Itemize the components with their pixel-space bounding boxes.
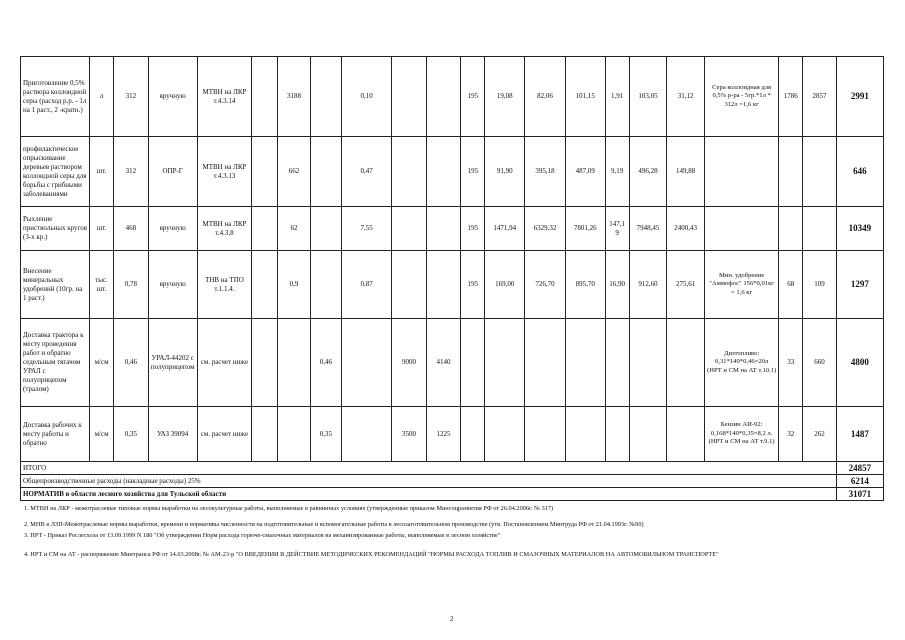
col-17-cell: 912,60 [629, 251, 667, 319]
col-18-cell: 149,88 [667, 137, 705, 207]
col-8-cell [310, 137, 341, 207]
normative-label: НОРМАТИВ в области лесного хозяйства для Тульской области [21, 488, 837, 501]
col-8-cell [310, 207, 341, 251]
col-14-cell: 726,70 [525, 251, 566, 319]
col-11-cell [426, 251, 461, 319]
total-cell: 1297 [836, 251, 883, 319]
col-20-cell [779, 137, 803, 207]
col-8-cell: 0,46 [310, 319, 341, 407]
note-cell [705, 207, 779, 251]
col-14-cell [525, 407, 566, 462]
col-13-cell [485, 319, 525, 407]
col-6-cell [252, 251, 278, 319]
norm-cell: см. расчет ниже [197, 407, 251, 462]
overhead-label: Общепроизводственные расходы (накладные расходы) 25% [21, 475, 837, 488]
col-16-cell: 9,19 [605, 137, 629, 207]
col-15-cell: 7801,26 [565, 207, 605, 251]
name-cell: Доставка рабочих к месту работы и обратно [21, 407, 90, 462]
col-14-cell: 82,06 [525, 57, 566, 137]
col-11-cell [426, 57, 461, 137]
col-13-cell [485, 407, 525, 462]
norm-cell: МТВН на ЛКР т.4.3.13 [197, 137, 251, 207]
col-9-cell [342, 319, 392, 407]
col-6-cell [252, 319, 278, 407]
summary-row-normative [21, 488, 884, 501]
note-cell: Бензин АИ-92: 0,168*140*0,35=8,2 л. (НРТ и СМ на АТ т.9.1) [705, 407, 779, 462]
col-21-cell: 660 [803, 319, 836, 407]
unit-cell: м/см [90, 407, 114, 462]
volume-cell: 312 [114, 57, 149, 137]
col-12-cell: 195 [461, 57, 485, 137]
unit-cell: шт. [90, 137, 114, 207]
method-cell: УРАЛ-44202 с полуприцепом [148, 319, 197, 407]
method-cell: вручную [148, 207, 197, 251]
col-12-cell [461, 407, 485, 462]
name-cell: Приготовление 0,5% раствора коллоидной серы (расход р.р. - 1л на 1 раст., 2 -кратн.) [21, 57, 90, 137]
summary-row-itogo [21, 462, 884, 475]
col-8-cell: 0,35 [310, 407, 341, 462]
col-7-cell [278, 407, 310, 462]
col-18-cell: 2400,43 [667, 207, 705, 251]
col-13-cell: 19,08 [485, 57, 525, 137]
col-14-cell [525, 319, 566, 407]
col-12-cell: 195 [461, 251, 485, 319]
volume-cell: 0,78 [114, 251, 149, 319]
table-row [21, 319, 884, 407]
unit-cell: тыс. шт. [90, 251, 114, 319]
unit-cell: л [90, 57, 114, 137]
col-15-cell: 101,15 [565, 57, 605, 137]
itogo-label: ИТОГО [21, 462, 837, 475]
col-21-cell [803, 207, 836, 251]
total-cell: 646 [836, 137, 883, 207]
col-16-cell: 16,90 [605, 251, 629, 319]
unit-cell: м/см [90, 319, 114, 407]
col-20-cell: 33 [779, 319, 803, 407]
col-11-cell: 4140 [426, 319, 461, 407]
col-13-cell: 169,00 [485, 251, 525, 319]
norm-cell: см. расчет ниже [197, 319, 251, 407]
col-7-cell: 3188 [278, 57, 310, 137]
col-9-cell: 0,10 [342, 57, 392, 137]
col-7-cell: 0,9 [278, 251, 310, 319]
col-9-cell: 0,47 [342, 137, 392, 207]
col-9-cell: 7,55 [342, 207, 392, 251]
col-6-cell [252, 407, 278, 462]
volume-cell: 468 [114, 207, 149, 251]
col-14-cell: 6329,32 [525, 207, 566, 251]
summary-row-overhead [21, 475, 884, 488]
col-20-cell: 1786 [779, 57, 803, 137]
col-12-cell [461, 319, 485, 407]
name-cell: Рыхление приствольных кругов (3-х кр.) [21, 207, 90, 251]
overhead-value: 6214 [836, 475, 883, 488]
col-8-cell [310, 251, 341, 319]
col-16-cell [605, 319, 629, 407]
volume-cell: 0,46 [114, 319, 149, 407]
footnote-3: 3. НРТ - Приказ Рослесхоза от 13.09.1999 N 180 "Об утверждении Норм расхода горюче-смазочных материалов на механизированные работы, выполняемые в лесном хозяйстве" [24, 532, 501, 539]
col-7-cell: 62 [278, 207, 310, 251]
col-18-cell: 31,12 [667, 57, 705, 137]
col-16-cell: 1,91 [605, 57, 629, 137]
col-17-cell [629, 319, 667, 407]
col-14-cell: 395,18 [525, 137, 566, 207]
col-7-cell: 662 [278, 137, 310, 207]
table-row [21, 57, 884, 137]
name-cell: Доставка трактора к месту проведения работ и обратно седельным тягачом УРАЛ с полуприцепом (тралом) [21, 319, 90, 407]
col-21-cell: 262 [803, 407, 836, 462]
page-number: 2 [450, 615, 454, 623]
col-17-cell [629, 407, 667, 462]
table-row [21, 407, 884, 462]
table-row [21, 207, 884, 251]
col-10-cell: 9000 [392, 319, 427, 407]
col-12-cell: 195 [461, 207, 485, 251]
col-13-cell: 1471,94 [485, 207, 525, 251]
col-6-cell [252, 207, 278, 251]
col-20-cell: 32 [779, 407, 803, 462]
table-row [21, 137, 884, 207]
table-row [21, 251, 884, 319]
col-17-cell: 496,28 [629, 137, 667, 207]
col-13-cell: 91,90 [485, 137, 525, 207]
col-17-cell: 103,05 [629, 57, 667, 137]
note-cell: Дизтопливо: 0,31*140*0,46=20л (НРТ и СМ на АТ т.10.1) [705, 319, 779, 407]
total-cell: 10349 [836, 207, 883, 251]
unit-cell: шт. [90, 207, 114, 251]
col-6-cell [252, 57, 278, 137]
col-18-cell [667, 319, 705, 407]
col-17-cell: 7948,45 [629, 207, 667, 251]
cost-table [20, 56, 884, 501]
col-20-cell: 68 [779, 251, 803, 319]
name-cell: профилактическое опрыскивание деревьев раствором коллоидной серы для борьбы с грибными заболеваниями [21, 137, 90, 207]
col-6-cell [252, 137, 278, 207]
total-cell: 1487 [836, 407, 883, 462]
total-cell: 2991 [836, 57, 883, 137]
col-21-cell [803, 137, 836, 207]
col-10-cell [392, 57, 427, 137]
norm-cell: МТВН на ЛКР т.4.3.14 [197, 57, 251, 137]
total-cell: 4800 [836, 319, 883, 407]
footnote-4: 4. НРТ и СМ на АТ - распоряжение Минтранса РФ от 14.03.2008г. № АМ-23-р "О ВВЕДЕНИИ В ДЕЙСТВИЕ МЕТОДИЧЕСКИХ РЕКОМЕНДАЦИЙ "НОРМЫ РАСХОДА ТОПЛИВ И СМАЗОЧНЫХ МАТЕРИАЛОВ НА АВТОМОБИЛЬНОМ ТРАНСПОРТЕ" [24, 551, 719, 558]
method-cell: УАЗ 39094 [148, 407, 197, 462]
col-9-cell: 0,87 [342, 251, 392, 319]
col-21-cell: 2857 [803, 57, 836, 137]
col-15-cell [565, 319, 605, 407]
note-cell [705, 137, 779, 207]
col-20-cell [779, 207, 803, 251]
method-cell: вручную [148, 57, 197, 137]
normative-value: 31071 [836, 488, 883, 501]
col-11-cell: 1225 [426, 407, 461, 462]
col-15-cell: 487,09 [565, 137, 605, 207]
col-15-cell [565, 407, 605, 462]
col-11-cell [426, 207, 461, 251]
col-12-cell: 195 [461, 137, 485, 207]
col-8-cell [310, 57, 341, 137]
col-16-cell [605, 407, 629, 462]
col-7-cell [278, 319, 310, 407]
col-11-cell [426, 137, 461, 207]
name-cell: Внесение минеральных удобрений (10гр. на 1 раст.) [21, 251, 90, 319]
col-21-cell: 109 [803, 251, 836, 319]
footnote-2: 2. МНВ в ЛЗП-Межотраслевые нормы выработки, времени и нормативы численности на подготовительные и вспомогательные работы в лесозаготовительном производстве (утв. Постановлением Минтруда РФ от 21.04.1993г. №90) [24, 521, 644, 528]
col-10-cell [392, 207, 427, 251]
note-cell: Мин. удобрение "Аммофос" 156*0,01кг = 1,6 кг [705, 251, 779, 319]
col-18-cell [667, 407, 705, 462]
method-cell: ОПР-Г [148, 137, 197, 207]
col-10-cell [392, 137, 427, 207]
col-10-cell [392, 251, 427, 319]
method-cell: вручную [148, 251, 197, 319]
col-15-cell: 895,70 [565, 251, 605, 319]
col-9-cell [342, 407, 392, 462]
norm-cell: МТВН на ЛКР т.4.3.8 [197, 207, 251, 251]
norm-cell: ТНВ на ТПО т.1.1.4. [197, 251, 251, 319]
note-cell: Сера коллоидная для 0,5% р-ра - 5гр.*1л * 312л =1,6 кг [705, 57, 779, 137]
col-18-cell: 275,61 [667, 251, 705, 319]
col-10-cell: 3500 [392, 407, 427, 462]
col-16-cell: 147,19 [605, 207, 629, 251]
itogo-value: 24857 [836, 462, 883, 475]
volume-cell: 312 [114, 137, 149, 207]
footnote-1: 1. МТВН на ЛКР - межотраслевые типовые нормы выработки на лесокультурные работы, выполняемые в равнинных условиях (утвержденные приказом Минсоцразвития РФ от 26.04.2006г. № 317) [24, 505, 554, 512]
volume-cell: 0,35 [114, 407, 149, 462]
